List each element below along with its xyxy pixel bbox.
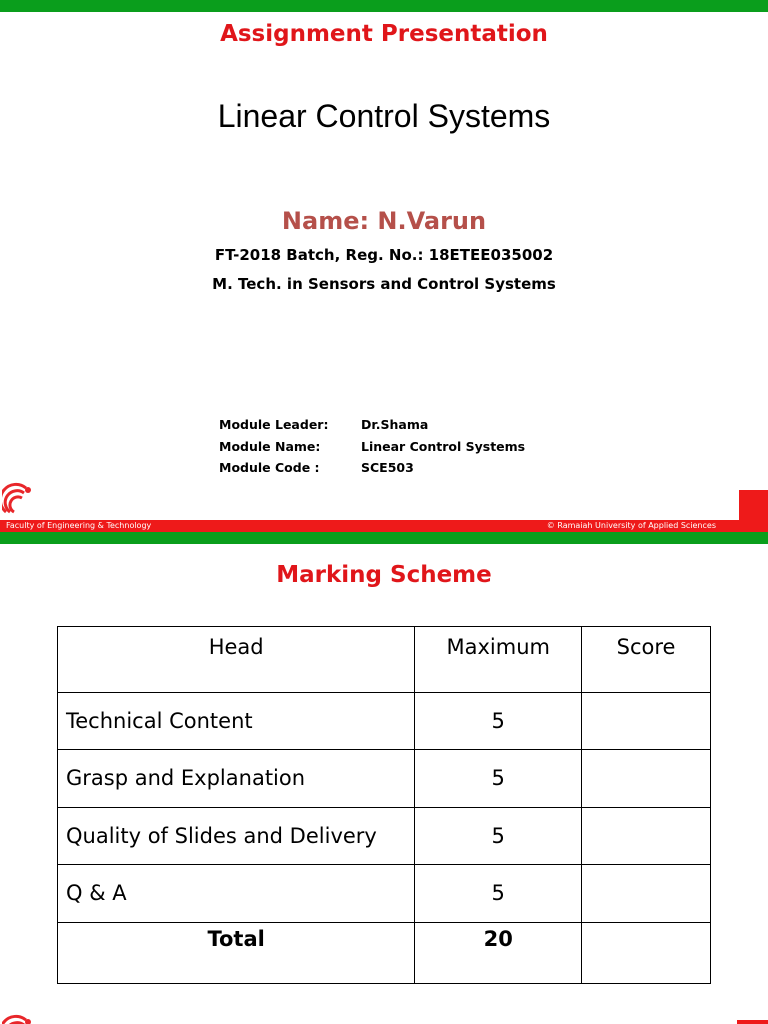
marking-table [57,626,711,984]
batch-info: FT-2018 Batch, Reg. No.: 18ETEE035002 [214,246,554,264]
total-label: Total [58,922,415,984]
table-header-row [58,627,711,693]
module-name-value: Linear Control Systems [361,438,526,454]
row-head: Q & A [58,865,415,923]
row-head: Quality of Slides and Delivery [58,807,415,865]
row-maximum: 5 [415,692,582,750]
table-row [58,692,711,750]
column-header-score: Score [582,627,711,693]
row-head: Grasp and Explanation [58,750,415,808]
copyright-footer-text: © Ramaiah University of Applied Sciences [546,521,716,530]
row-score[interactable] [582,807,711,865]
row-head: Technical Content [58,692,415,750]
module-code-value: SCE503 [361,460,414,475]
red-footer-bar [0,520,768,532]
column-header-head: Head [58,627,415,693]
module-code-row [219,460,525,482]
module-name-label: Module Name: [219,438,321,454]
university-logo-icon [2,482,36,516]
program-info: M. Tech. in Sensors and Control Systems [212,275,556,293]
student-name: Name: N.Varun [281,207,487,235]
module-code-label: Module Code : [219,460,320,475]
module-details [219,417,525,482]
row-score[interactable] [582,692,711,750]
row-maximum: 5 [415,865,582,923]
module-leader-row [219,417,525,439]
total-score[interactable] [582,922,711,984]
red-corner-block [737,1020,768,1024]
presentation-title: Linear Control Systems [217,98,551,134]
row-maximum: 5 [415,750,582,808]
module-leader-label: Module Leader: [219,417,329,432]
university-logo-icon [2,1014,36,1024]
total-row [58,922,711,984]
module-name-row [219,439,525,461]
slide-header: Assignment Presentation [220,21,548,47]
table-row [58,807,711,865]
row-score[interactable] [582,750,711,808]
marking-scheme-title: Marking Scheme [276,562,492,588]
row-maximum: 5 [415,807,582,865]
top-green-bar [0,0,768,12]
table-row [58,750,711,808]
marking-scheme-slide [0,544,768,1024]
row-score[interactable] [582,865,711,923]
module-leader-value: Dr.Shama [361,417,429,432]
table-row [58,865,711,923]
bottom-green-bar [0,532,768,544]
total-maximum: 20 [415,922,582,984]
column-header-maximum: Maximum [415,627,582,693]
faculty-footer-text: Faculty of Engineering & Technology [6,521,152,530]
